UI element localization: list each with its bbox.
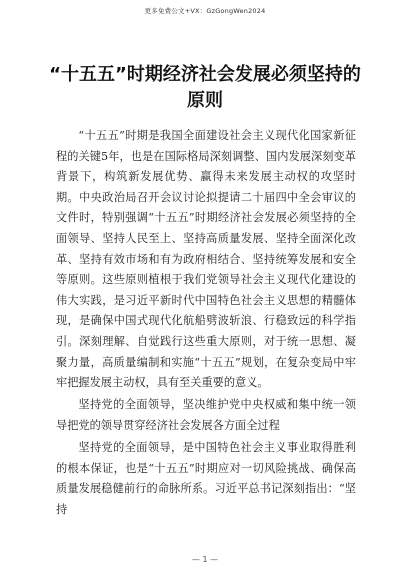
header-note: 更多免费公文+VX：GzGongWen2024 <box>144 7 266 15</box>
document-body <box>56 126 356 522</box>
paragraph: 坚持党的全面领导，是中国特色社会主义事业取得胜利的根本保证，也是“十五五”时期应对一切风险挑战、确保高质量发展稳健前行的命脉所系。习近平总书记深刻指出：“坚持 <box>56 440 356 516</box>
title-line-1: “十五五”时期经济社会发展必须坚持的 <box>49 64 361 85</box>
paragraph: “十五五”时期是我国全面建设社会主义现代化国家新征程的关键5年，也是在国际格局深刻调整、国内发展深刻变革背景下，构筑新发展优势、赢得未来发展主动权的攻坚时期。中央政治局召开会议讨论拟提请二十届四中全会审议的文件时，特别强调“十五五”时期经济社会发展必须坚持的全面领导、坚持人民至上、坚持高质量发展、坚持全面深化改革、坚持有效市场和有为政府相结合、坚持统筹发展和安全等原则。这些原则植根于我们党领导社会主义现代化建设的伟大实践，是习近平新时代中国特色社会主义思想的精髓体现，是确保中国式现代化航船劈波斩浪、行稳致远的科学指引。深刻理解、自觉践行这些重大原则，对于统一思想、凝聚力量，高质量编制和实施“十五五”规划，在复杂变局中牢牢把握发展主动权，具有至关重要的意义。 <box>56 129 356 390</box>
page-number: — 1 — <box>191 555 219 564</box>
document-title <box>40 62 370 114</box>
paragraph: 坚持党的全面领导，坚决维护党中央权威和集中统一领导把党的领导贯穿经济社会发展各方面全过程 <box>56 398 356 432</box>
title-line-2: 原则 <box>187 90 223 111</box>
